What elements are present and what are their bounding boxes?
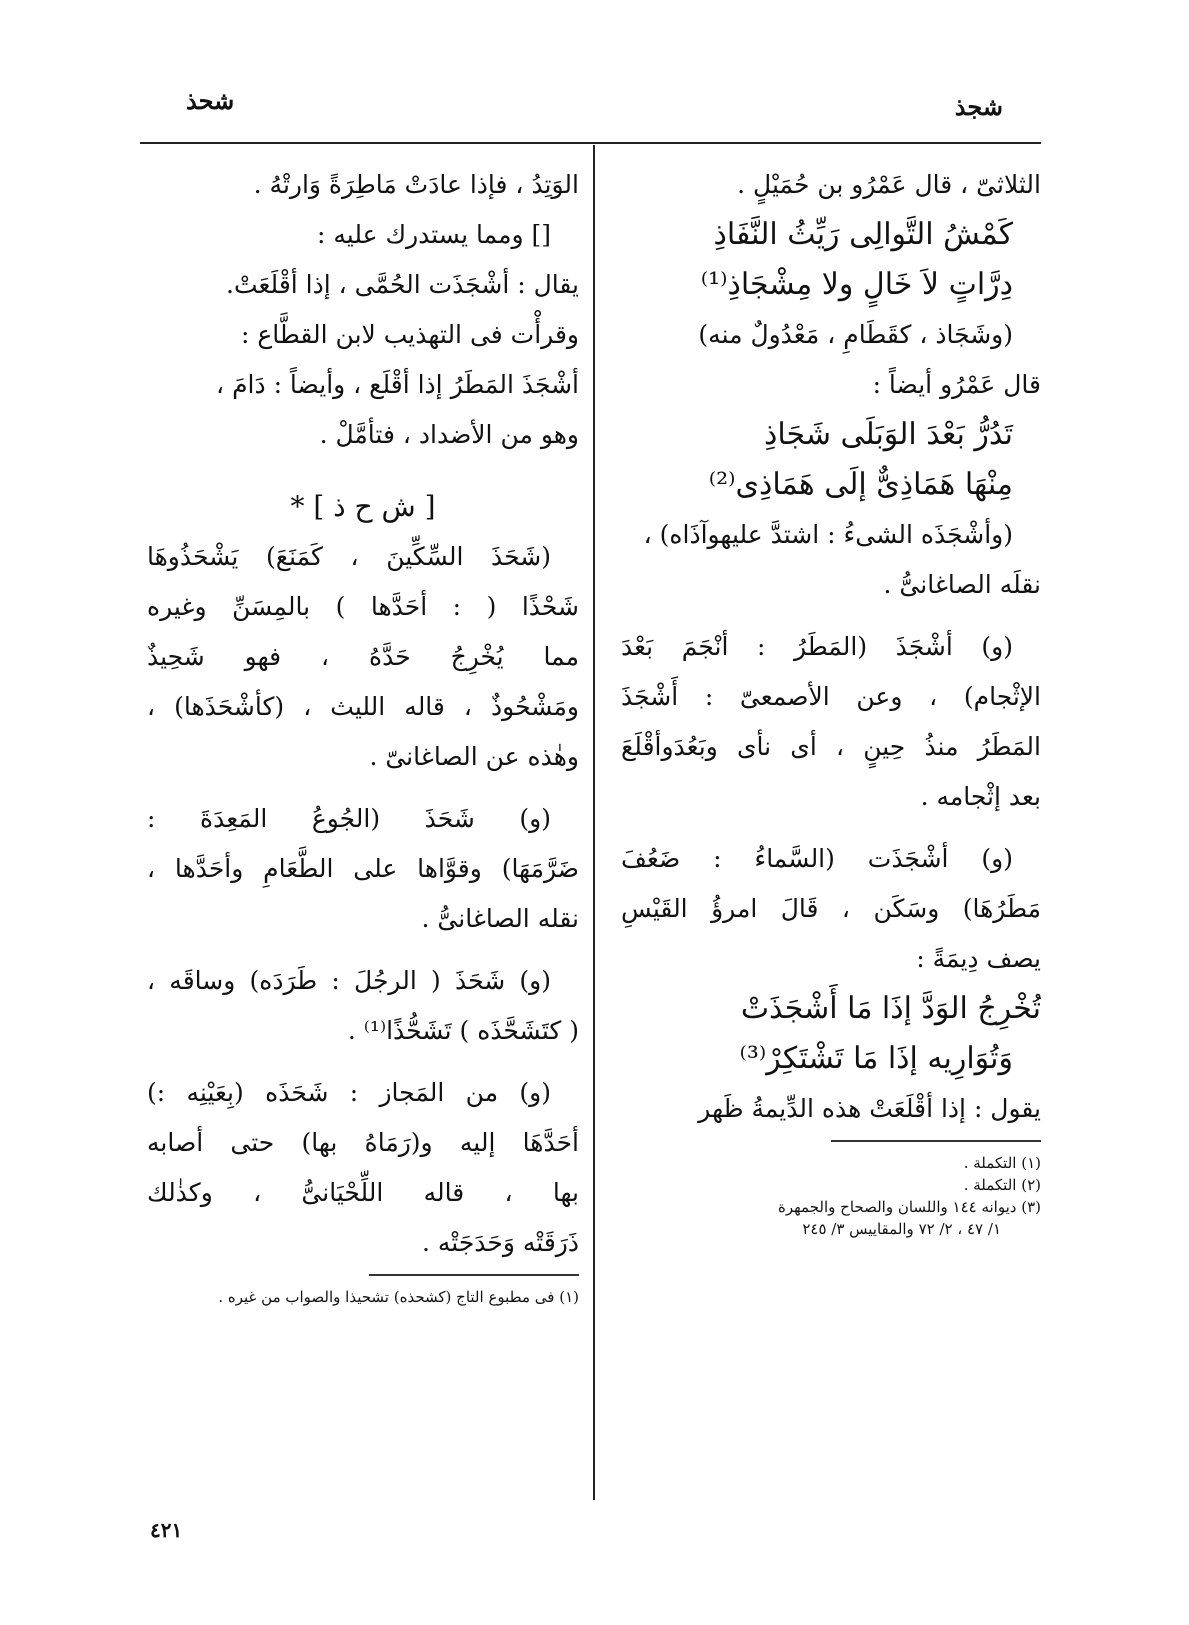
text-line: يقول : إذا أقْلَعَتْ هذه الدِّيمةُ ظَهر xyxy=(698,1094,1041,1123)
text-line: (و) شَحَذَ ( الرجُلَ : طَرَدَه) وساقَه ، xyxy=(147,966,551,995)
text-line: (وشَجَاذ ، كقَطَامِ ، مَعْدُولٌ منه) xyxy=(698,320,1013,349)
text-line: ضَرَّمَهَا) وقوَّاها على الطَّعَامِ وأحَدَّها ، xyxy=(147,854,579,883)
text-line: الثلاثىّ ، قال عَمْرُو بن حُمَيْلٍ . xyxy=(737,170,1041,199)
text-line: وهو من الأضداد ، فتأمَّلْ . xyxy=(319,420,579,449)
right-column xyxy=(621,160,1041,1240)
text-line: نقلَه الصاغانىُّ . xyxy=(883,570,1041,599)
text-line: ذَرَقَتْه وَحَدَجَتْه . xyxy=(422,1228,579,1257)
header-rule xyxy=(140,142,1041,144)
text-line: (شَحَذَ السِّكِّينَ ، كَمَنَعَ) يَشْحَذُوهَا xyxy=(147,542,551,571)
running-header-right: شجذ xyxy=(954,92,1003,121)
text-line: يقال : أشْجَذَت الحُمَّى ، إذا أقْلَعَتْ. xyxy=(226,270,579,299)
text-line: وهٰذه عن الصاغانىّ . xyxy=(369,742,579,771)
text-line: أحَدَّهَا إليه و(رَمَاهُ بها) حتى أصابه xyxy=(147,1128,579,1157)
text-line: (و) أشْجَذَ (المَطَرُ : أنْجَمَ بَعْدَ xyxy=(621,632,1013,661)
text-line: الإثْجام) ، وعن الأصمعىّ : أَشْجَذَ xyxy=(621,682,1041,711)
text-line: يصف دِيمَةً : xyxy=(916,944,1041,973)
text-line: (و) من المَجاز : شَحَذَه (بِعَيْنِه :) xyxy=(147,1078,551,1107)
verse-line: كَمْشُ التَّوالِى رَيِّثُ النَّفَاذِ xyxy=(713,217,1013,252)
running-header-left: شحذ xyxy=(186,86,235,115)
footnote-rule xyxy=(831,1140,1041,1142)
entry-heading: [ ش ح ذ ] * xyxy=(290,490,436,523)
footnote: ١/ ٤٧ ، ٢/ ٧٢ والمقاييس ٣/ ٢٤٥ xyxy=(802,1220,1001,1238)
page-number: ٤٢١ xyxy=(150,1518,183,1542)
footnote: (١) التكملة . xyxy=(963,1154,1041,1172)
column-divider xyxy=(593,145,595,1500)
verse-line: تُخْرِجُ الوَدَّ إذَا مَا أَشْجَذَتْ xyxy=(740,991,1041,1026)
text-line: (و) أشْجَذَت (السَّماءُ : ضَعُفَ xyxy=(621,844,1013,873)
verse-line: دِرَّاتٍ لاَ خَالٍ ولا مِشْجَاذِ⁽¹⁾ xyxy=(700,267,1013,302)
footnote: (١) فى مطبوع التاج (كشحذه) تشحيذا والصواب من غيره . xyxy=(218,1288,579,1306)
text-line: مما يُخْرِجُ حَدَّهُ ، فهو شَحِيذٌ xyxy=(147,642,579,671)
footnote: (٣) ديوانه ١٤٤ واللسان والصحاح والجمهرة xyxy=(777,1198,1041,1216)
text-line: شَحْذًا ( : أحَدَّها ) بالمِسَنِّ وغيره xyxy=(147,592,579,621)
text-line: أشْجَذَ المَطَرُ إذا أقْلَع ، وأيضاً : دَامَ ، xyxy=(216,370,579,399)
verse-line: وَتُوَارِيه إذَا مَا تَشْتَكِرْ⁽³⁾ xyxy=(739,1041,1013,1076)
text-line: وقرأْت فى التهذيب لابن القطَّاع : xyxy=(240,320,579,349)
text-line: بها ، قاله اللِّحْيَانىُّ ، وكذٰلك xyxy=(147,1178,579,1207)
text-line: الوَتِدُ ، فإذا عادَتْ مَاطِرَةً وَارتْهُ . xyxy=(253,170,579,199)
text-line: مَطَرُهَا) وسَكَن ، قَالَ امرؤُ القَيْسِ xyxy=(621,894,1041,923)
text-line: بعد إثْجامه . xyxy=(920,782,1041,811)
text-line: (و) شَحَذَ (الجُوعُ المَعِدَةَ : xyxy=(147,804,551,833)
text-line: ومَشْحُوذٌ ، قاله الليث ، (كأشْحَذَها) ، xyxy=(147,692,579,721)
footnote-rule xyxy=(369,1274,579,1276)
verse-line: مِنْهَا هَمَاذِىٌّ إلَى هَمَاذِى⁽²⁾ xyxy=(708,467,1013,502)
text-line: (وأشْجَذَه الشىءُ : اشتدَّ عليهوآذَاه) ، xyxy=(643,520,1013,549)
text-line: المَطَرُ منذُ حِينٍ ، أى نأى وبَعُدَوأقْلَعَ xyxy=(621,732,1041,761)
verse-line: تَدُرُّ بَعْدَ الوَبَلَى شَجَاذِ xyxy=(763,417,1013,452)
text-line: [] ومما يستدرك عليه : xyxy=(317,220,551,249)
text-line: ( كتَشَحَّذَه ) تَشَحُّذًا⁽¹⁾ . xyxy=(347,1016,579,1045)
footnote: (٢) التكملة . xyxy=(963,1176,1041,1194)
text-line: قال عَمْرُو أيضاً : xyxy=(872,370,1041,399)
text-line: نقله الصاغانىُّ . xyxy=(421,904,579,933)
left-column xyxy=(147,160,579,1308)
